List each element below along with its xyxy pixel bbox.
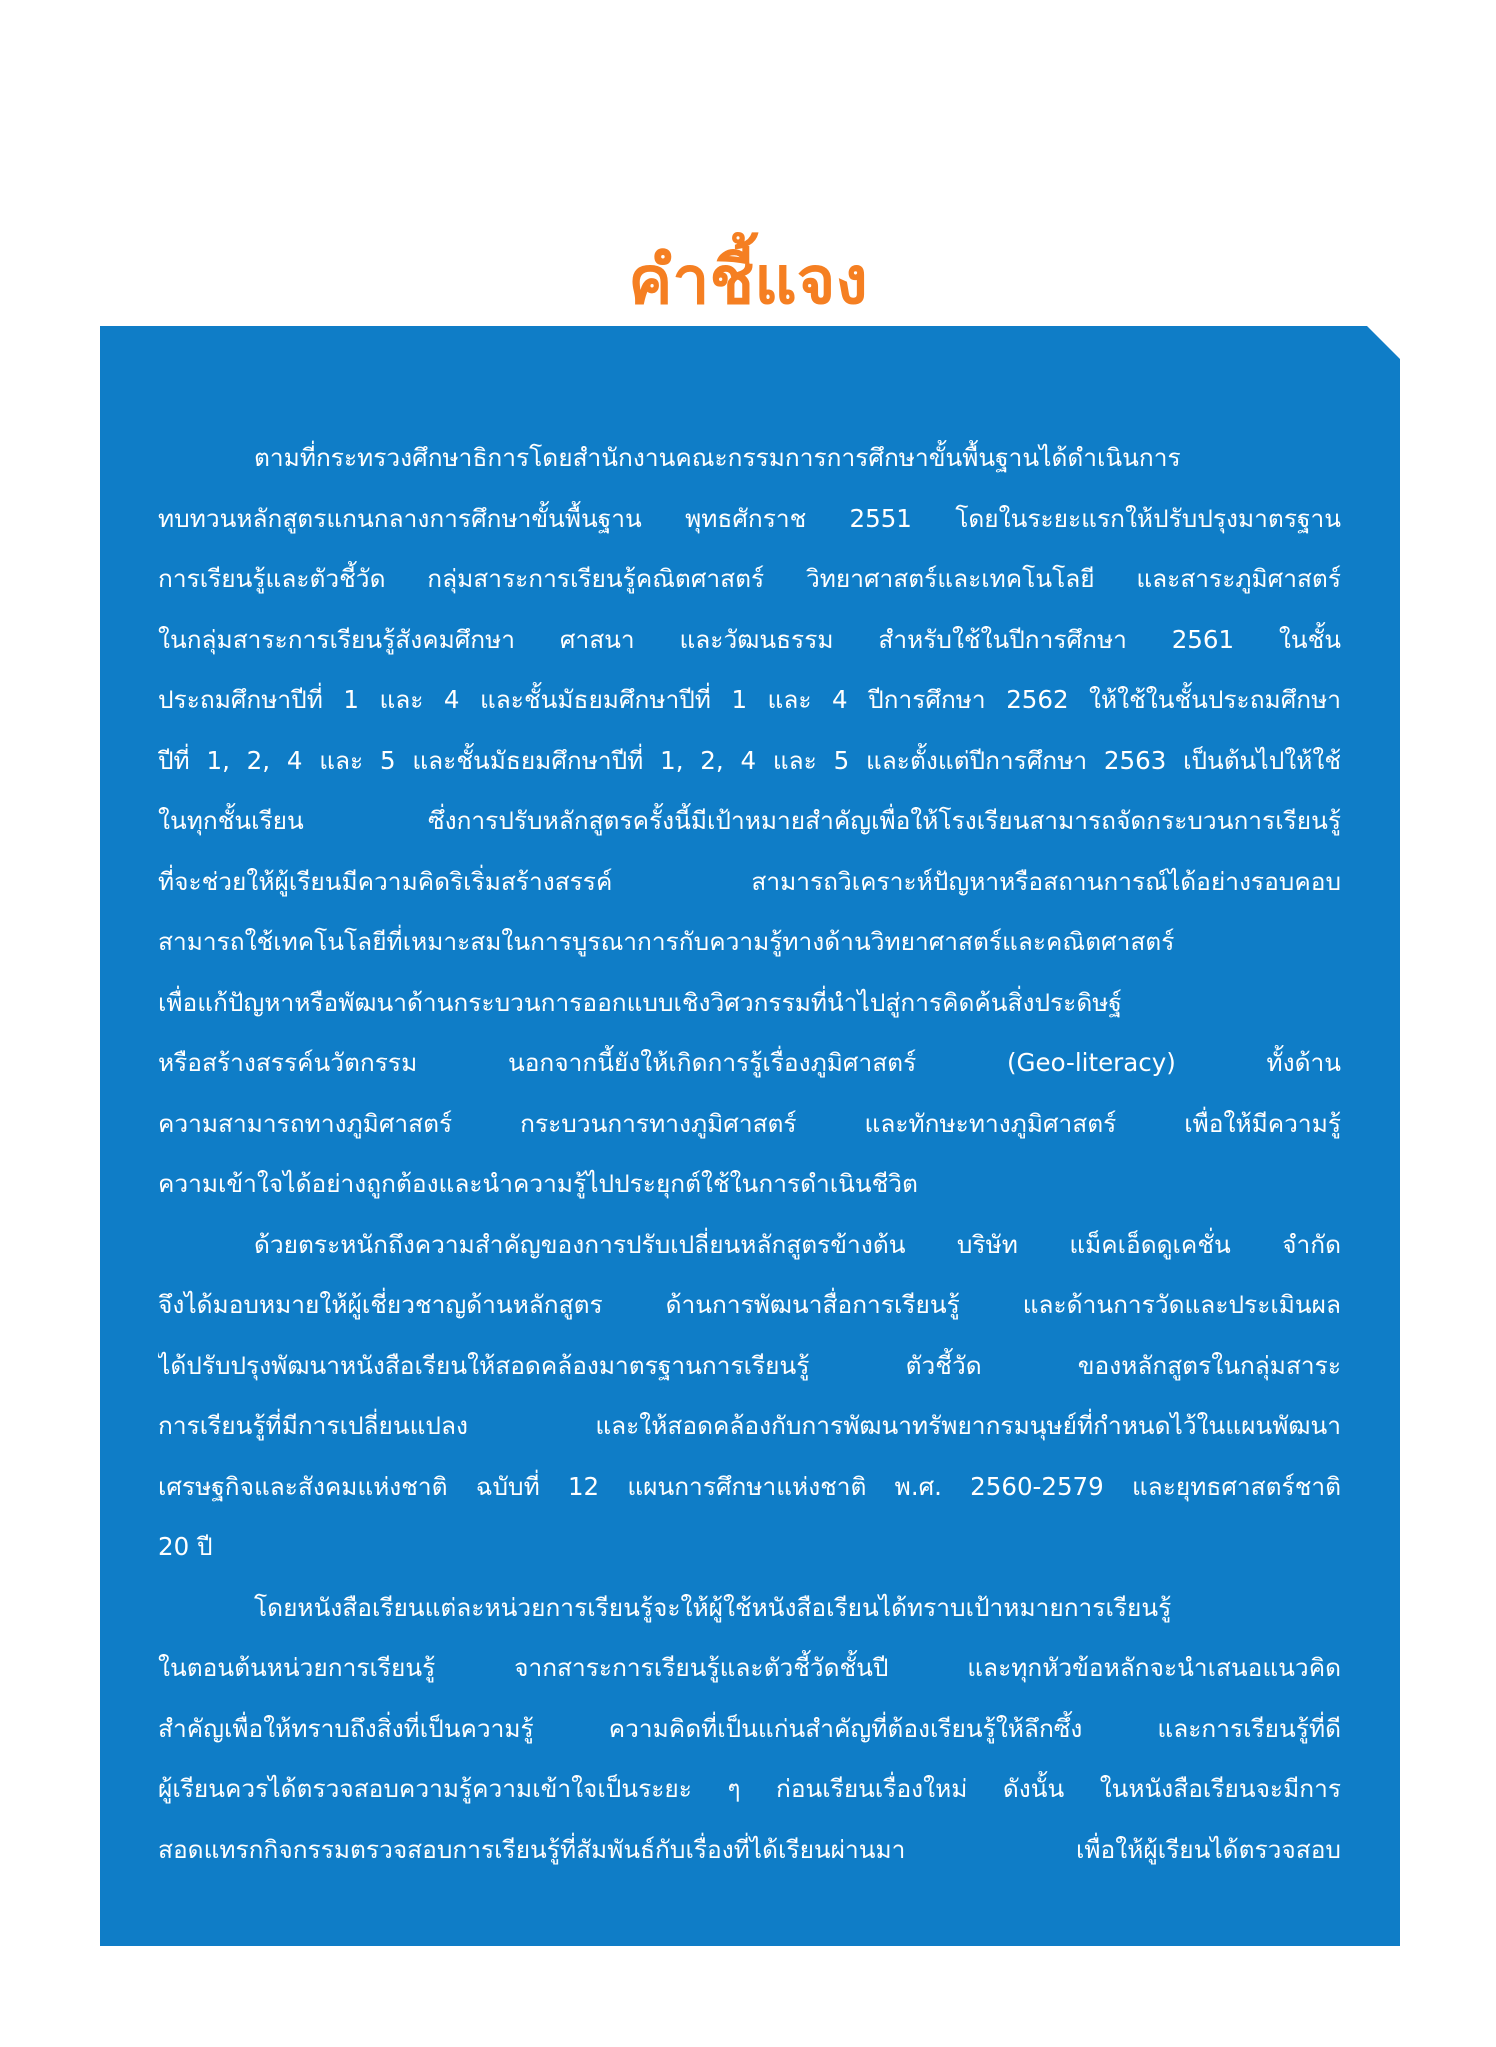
paragraph-1-line-1: ตามที่กระทรวงศึกษาธิการโดยสำนักงานคณะกรรมการการศึกษาขั้นพื้นฐานได้ดำเนินการ [254, 443, 1181, 472]
paragraph-1-line-5: ประถมศึกษาปีที่ 1 และ 4 และชั้นมัธยมศึกษาปีที่ 1 และ 4 ปีการศึกษา 2562 ให้ใช้ในชั้นประถมศึกษา [158, 685, 1341, 714]
paragraph-2-line-1: ด้วยตระหนักถึงความสำคัญของการปรับเปลี่ยนหลักสูตรข้างต้น บริษัท แม็คเอ็ดดูเคชั่น จำกัด [254, 1229, 1341, 1259]
paragraph-2-line-6: 20 ปี [158, 1532, 213, 1561]
paragraph-1-line-2: ทบทวนหลักสูตรแกนกลางการศึกษาขั้นพื้นฐาน พุทธศักราช 2551 โดยในระยะแรกให้ปรับปรุงมาตรฐาน [158, 503, 1341, 533]
paragraph-3-line-5: สอดแทรกกิจกรรมตรวจสอบการเรียนรู้ที่สัมพันธ์กับเรื่องที่ได้เรียนผ่านมา เพื่อให้ผู้เรียนได้ตรวจสอบ [158, 1834, 1341, 1864]
paragraph-1-line-10: เพื่อแก้ปัญหาหรือพัฒนาด้านกระบวนการออกแบบเชิงวิศวกรรมที่นำไปสู่การคิดค้นสิ่งประดิษฐ์ [158, 987, 1122, 1017]
paragraph-1-line-12: ความสามารถทางภูมิศาสตร์ กระบวนการทางภูมิศาสตร์ และทักษะทางภูมิศาสตร์ เพื่อให้มีความรู้ [158, 1108, 1341, 1138]
paragraph-2-line-2: จึงได้มอบหมายให้ผู้เชี่ยวชาญด้านหลักสูตร ด้านการพัฒนาสื่อการเรียนรู้ และด้านการวัดและประเมินผล [158, 1290, 1341, 1319]
paragraph-1-line-7: ในทุกชั้นเรียน ซึ่งการปรับหลักสูตรครั้งนี้มีเป้าหมายสำคัญเพื่อให้โรงเรียนสามารถจัดกระบวนการเรียนรู้ [158, 806, 1341, 835]
paragraph-1-line-8: ที่จะช่วยให้ผู้เรียนมีความคิดริเริ่มสร้างสรรค์ สามารถวิเคราะห์ปัญหาหรือสถานการณ์ได้อย่างรอบคอบ [158, 866, 1341, 896]
paragraph-3-line-3: สำคัญเพื่อให้ทราบถึงสิ่งที่เป็นความรู้ ความคิดที่เป็นแก่นสำคัญที่ต้องเรียนรู้ให้ลึกซึ้ง และการเรียนรู้ที่ดี [158, 1713, 1341, 1743]
page-title: คำชี้แจง [628, 242, 868, 319]
paragraph-2-line-3: ได้ปรับปรุงพัฒนาหนังสือเรียนให้สอดคล้องมาตรฐานการเรียนรู้ ตัวชี้วัด ของหลักสูตรในกลุ่มสาระ [158, 1350, 1341, 1380]
paragraph-1-line-9: สามารถใช้เทคโนโลยีที่เหมาะสมในการบูรณาการกับความรู้ทางด้านวิทยาศาสตร์และคณิตศาสตร์ [158, 927, 1175, 956]
paragraph-1-line-13: ความเข้าใจได้อย่างถูกต้องและนำความรู้ไปประยุกต์ใช้ในการดำเนินชีวิต [158, 1169, 918, 1198]
paragraph-1-line-11: หรือสร้างสรรค์นวัตกรรม นอกจากนี้ยังให้เกิดการรู้เรื่องภูมิศาสตร์ (Geo-literacy) ทั้งด้าน [158, 1048, 1341, 1077]
paragraph-1-line-6: ปีที่ 1, 2, 4 และ 5 และชั้นมัธยมศึกษาปีที่ 1, 2, 4 และ 5 และตั้งแต่ปีการศึกษา 2563 เป็นต้นไปให้ใช้ [158, 745, 1341, 775]
paragraph-2-line-5: เศรษฐกิจและสังคมแห่งชาติ ฉบับที่ 12 แผนการศึกษาแห่งชาติ พ.ศ. 2560-2579 และยุทธศาสตร์ชาติ [158, 1471, 1341, 1501]
paragraph-2-line-4: การเรียนรู้ที่มีการเปลี่ยนแปลง และให้สอดคล้องกับการพัฒนาทรัพยากรมนุษย์ที่กำหนดไว้ในแผนพัฒนา [158, 1411, 1341, 1440]
paragraph-3-line-1: โดยหนังสือเรียนแต่ละหน่วยการเรียนรู้จะให้ผู้ใช้หนังสือเรียนได้ทราบเป้าหมายการเรียนรู้ [254, 1592, 1172, 1622]
paragraph-3-line-4: ผู้เรียนควรได้ตรวจสอบความรู้ความเข้าใจเป็นระยะ ๆ ก่อนเรียนเรื่องใหม่ ดังนั้น ในหนังสือเรียนจะมีการ [158, 1774, 1341, 1803]
paragraph-3-line-2: ในตอนต้นหน่วยการเรียนรู้ จากสาระการเรียนรู้และตัวชี้วัดชั้นปี และทุกหัวข้อหลักจะนำเสนอแนวคิด [158, 1653, 1341, 1682]
body-text [158, 428, 1341, 1880]
paragraph-1-line-4: ในกลุ่มสาระการเรียนรู้สังคมศึกษา ศาสนา และวัฒนธรรม สำหรับใช้ในปีการศึกษา 2561 ในชั้น [158, 624, 1341, 654]
paragraph-1-line-3: การเรียนรู้และตัวชี้วัด กลุ่มสาระการเรียนรู้คณิตศาสตร์ วิทยาศาสตร์และเทคโนโลยี และสาระภูมิศาสตร์ [158, 564, 1341, 593]
